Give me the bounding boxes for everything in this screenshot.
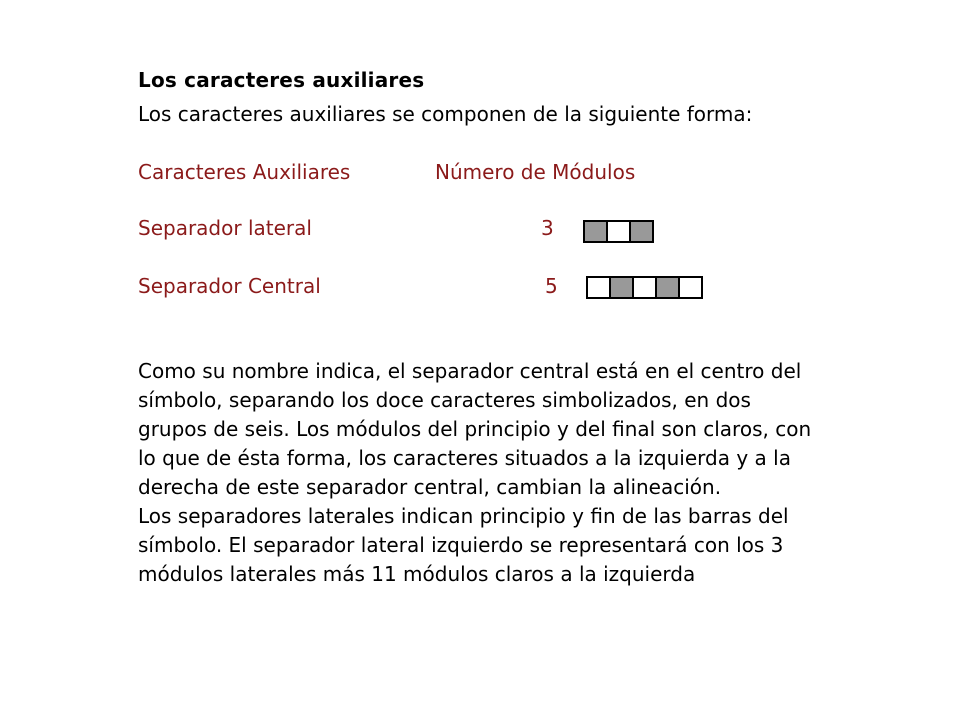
module-cell-light: [632, 276, 657, 299]
row-count-separador-lateral: 3: [541, 216, 554, 240]
header-caracteres-auxiliares: Caracteres Auxiliares: [138, 160, 351, 184]
intro-text: Los caracteres auxiliares se componen de la siguiente forma:: [138, 102, 753, 126]
row-label-separador-central: Separador Central: [138, 274, 321, 298]
body-text: [138, 357, 818, 589]
module-cell-dark: [609, 276, 634, 299]
row-count-separador-central: 5: [545, 274, 558, 298]
module-cell-light: [606, 220, 631, 243]
section-title: Los caracteres auxiliares: [138, 68, 425, 92]
module-cell-dark: [629, 220, 654, 243]
paragraph-separador-central: Como su nombre indica, el separador central está en el centro del símbolo, separando los doce caracteres simbolizados, en dos grupos de seis. Los módulos del principio y del final son claros, con lo que de ésta forma, los caracteres situados a la izquierda y a la derecha de este separador central, cambian la alineación.: [138, 359, 812, 499]
separador-central-modules: [586, 276, 703, 299]
module-cell-dark: [583, 220, 608, 243]
paragraph-separadores-laterales: Los separadores laterales indican principio y fin de las barras del símbolo. El separador lateral izquierdo se representará con los 3 módulos laterales más 11 módulos claros a la izquierda: [138, 504, 789, 586]
module-cell-dark: [655, 276, 680, 299]
header-numero-de-modulos: Número de Módulos: [435, 160, 636, 184]
separador-lateral-modules: [583, 220, 654, 243]
row-label-separador-lateral: Separador lateral: [138, 216, 312, 240]
module-cell-light: [678, 276, 703, 299]
module-cell-light: [586, 276, 611, 299]
